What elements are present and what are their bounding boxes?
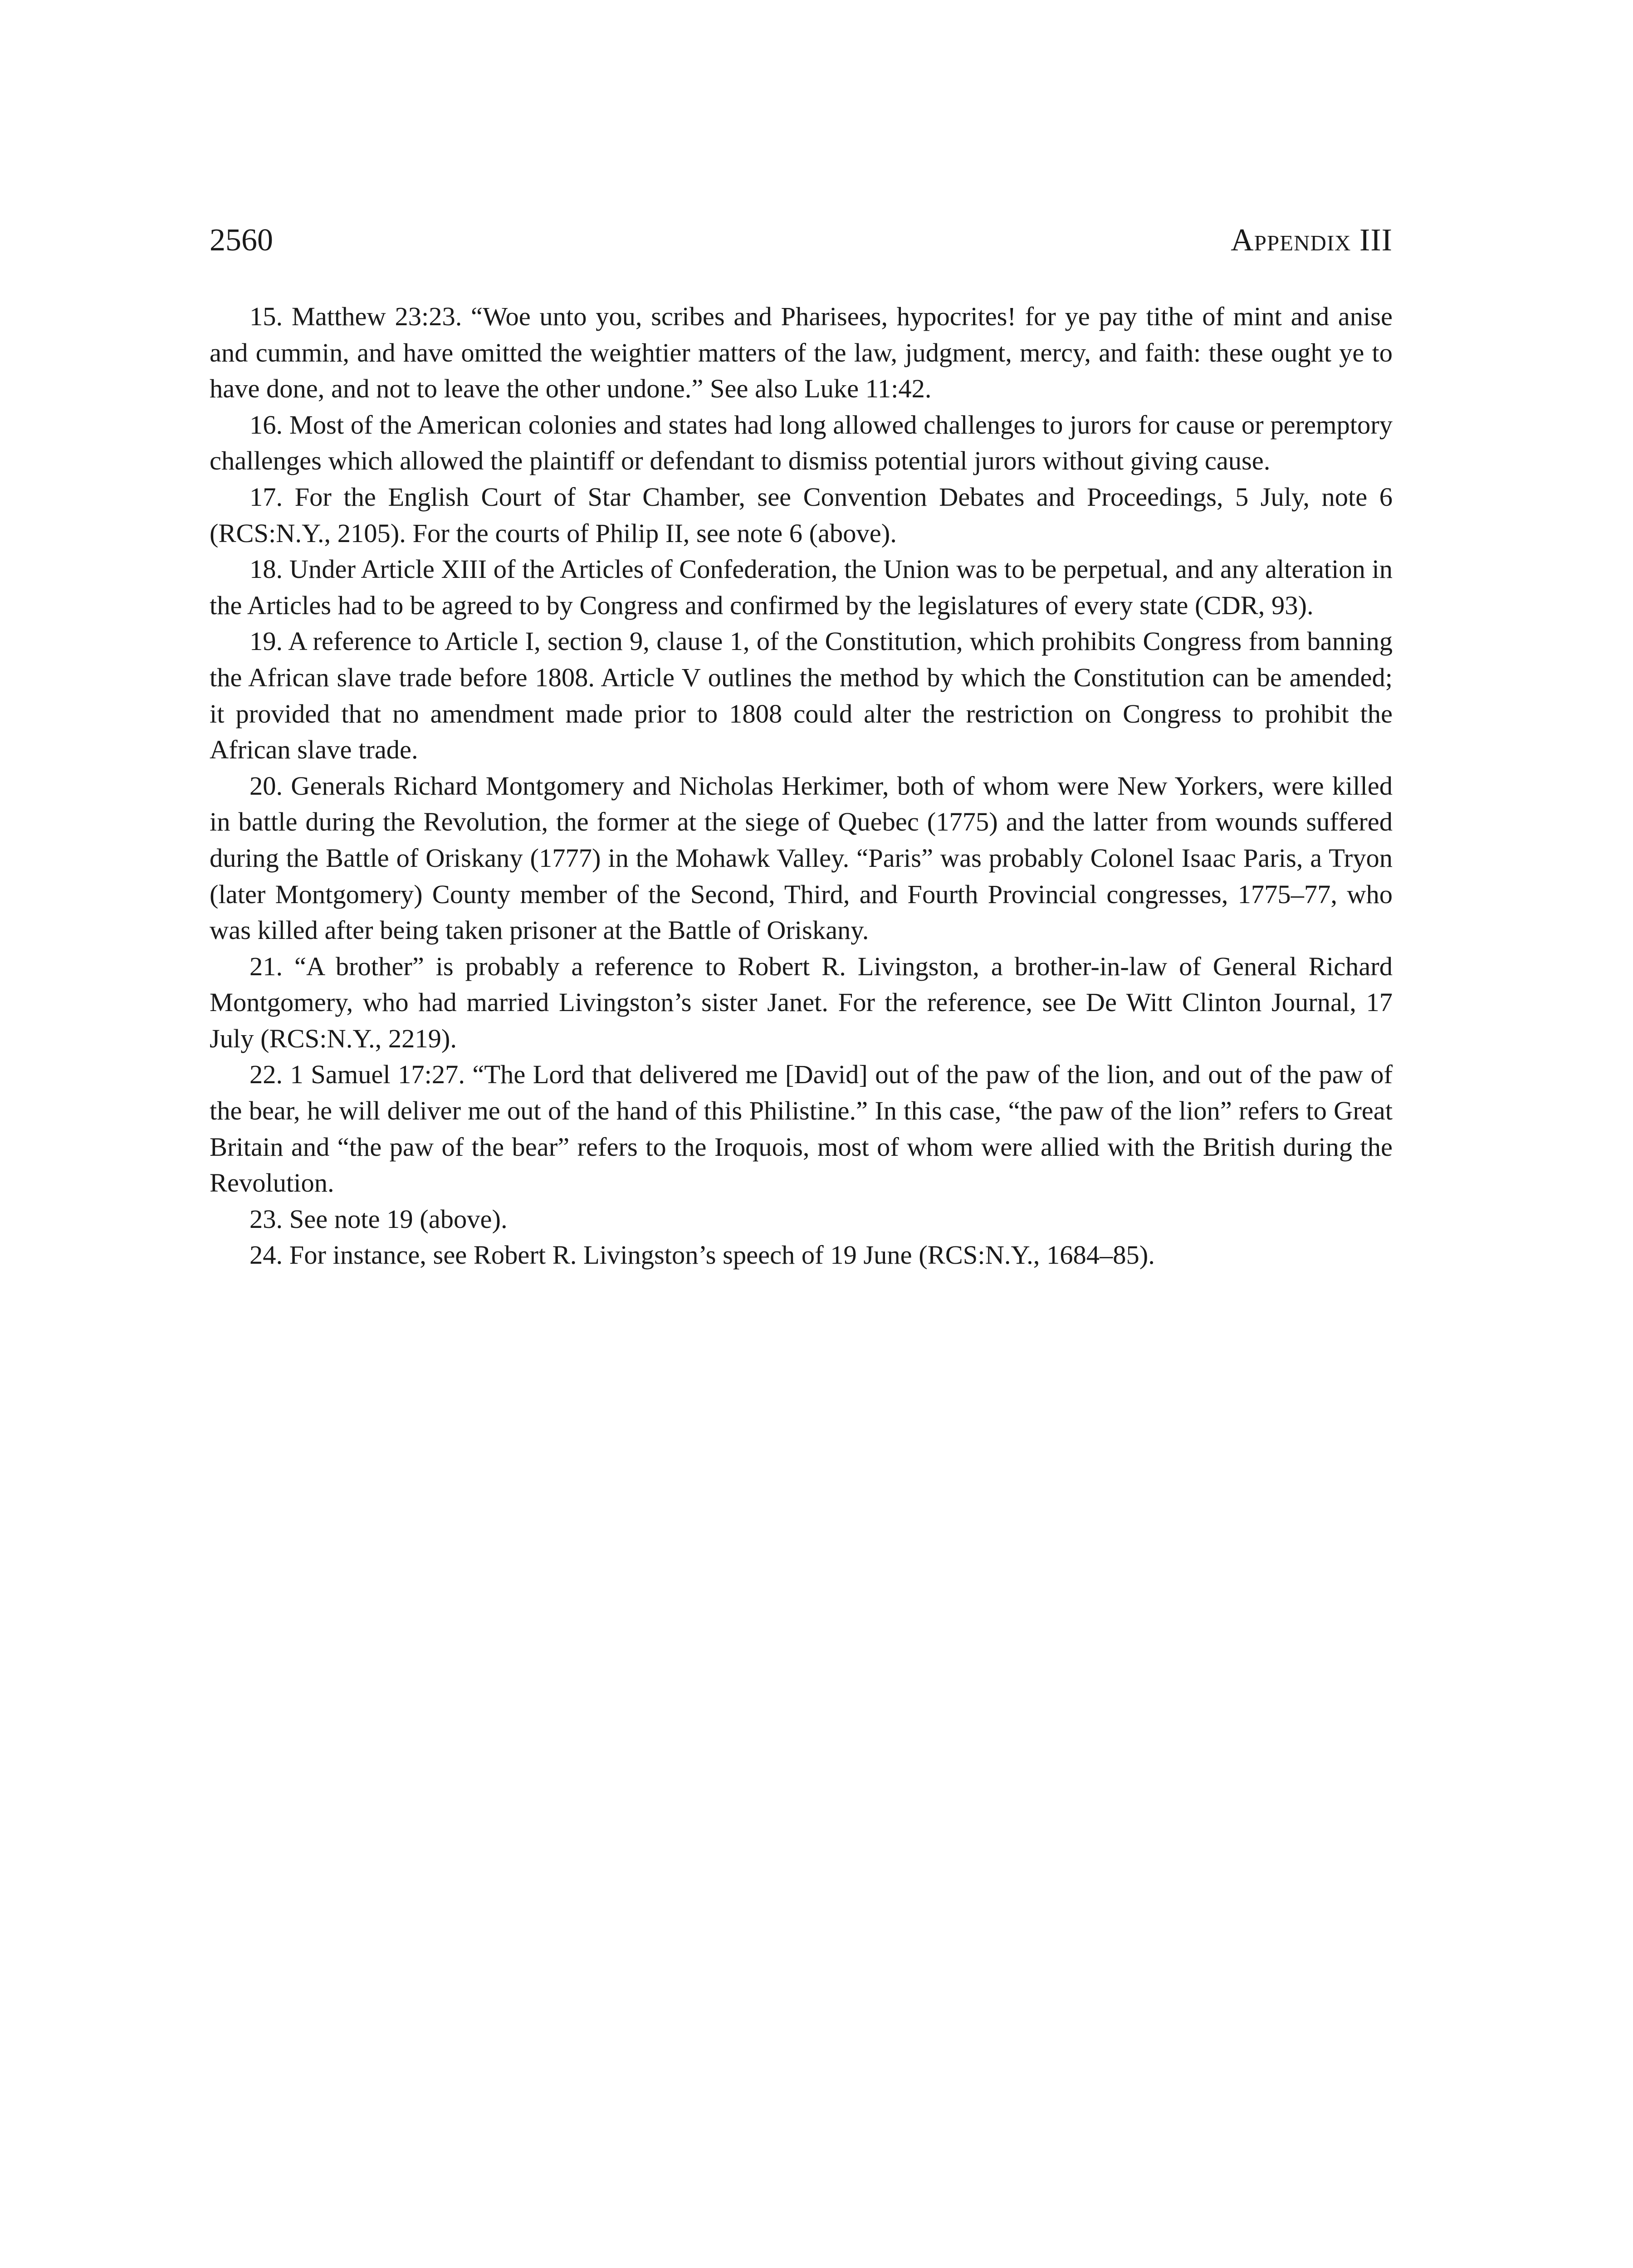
section-title: Appendix III [1231, 223, 1393, 258]
note-21: 21. “A brother” is probably a reference to Robert R. Livingston, a brother-in-law of General Richard Montgomery, who had married Livingston’s sister Janet. For the reference, see De Witt Clinton Journal, 17 July (RCS:N.Y., 2219). [210, 951, 1393, 1053]
running-head [210, 213, 1393, 268]
note-15: 15. Matthew 23:23. “Woe unto you, scribes and Pharisees, hypocrites! for ye pay tithe of mint and anise and cummin, and have omitted the weightier matters of the law, judgment, mercy, and faith: these ought ye to have done, and not to leave the other undone.” See also Luke 11:42. [210, 302, 1393, 404]
note-23: 23. See note 19 (above). [249, 1204, 508, 1234]
note-20: 20. Generals Richard Montgomery and Nicholas Herkimer, both of whom were New Yorkers, were killed in battle during the Revolution, the former at the siege of Quebec (1775) and the latter from wounds suffered during the Battle of Oriskany (1777) in the Mohawk Valley. “Paris” was probably Colonel Isaac Paris, a Tryon (later Montgomery) County member of the Second, Third, and Fourth Provincial congresses, 1775–77, who was killed after being taken prisoner at the Battle of Oriskany. [210, 771, 1393, 945]
note-19: 19. A reference to Article I, section 9, clause 1, of the Constitution, which prohibits Congress from banning the African slave trade before 1808. Article V outlines the method by which the Constitution can be amended; it provided that no amendment made prior to 1808 could alter the restriction on Congress to prohibit the African slave trade. [210, 626, 1393, 765]
endnotes [210, 298, 1393, 1273]
page-number: 2560 [210, 223, 273, 258]
note-24: 24. For instance, see Robert R. Livingston’s speech of 19 June (RCS:N.Y., 1684–85). [249, 1240, 1155, 1270]
note-17: 17. For the English Court of Star Chamber, see Convention Debates and Proceedings, 5 July, note 6 (RCS:N.Y., 2105). For the courts of Philip II, see note 6 (above). [210, 482, 1393, 548]
note-16: 16. Most of the American colonies and states had long allowed challenges to jurors for cause or peremptory challenges which allowed the plaintiff or defendant to dismiss potential jurors without giving cause. [210, 410, 1393, 476]
note-22: 22. 1 Samuel 17:27. “The Lord that delivered me [David] out of the paw of the lion, and out of the paw of the bear, he will deliver me out of the hand of this Philistine.” In this case, “the paw of the lion” refers to Great Britain and “the paw of the bear” refers to the Iroquois, most of whom were allied with the British during the Revolution. [210, 1060, 1393, 1198]
note-18: 18. Under Article XIII of the Articles of Confederation, the Union was to be perpetual, and any alteration in the Articles had to be agreed to by Congress and confirmed by the legislatures of every state (CDR, 93). [210, 554, 1393, 620]
page [210, 213, 1393, 1273]
